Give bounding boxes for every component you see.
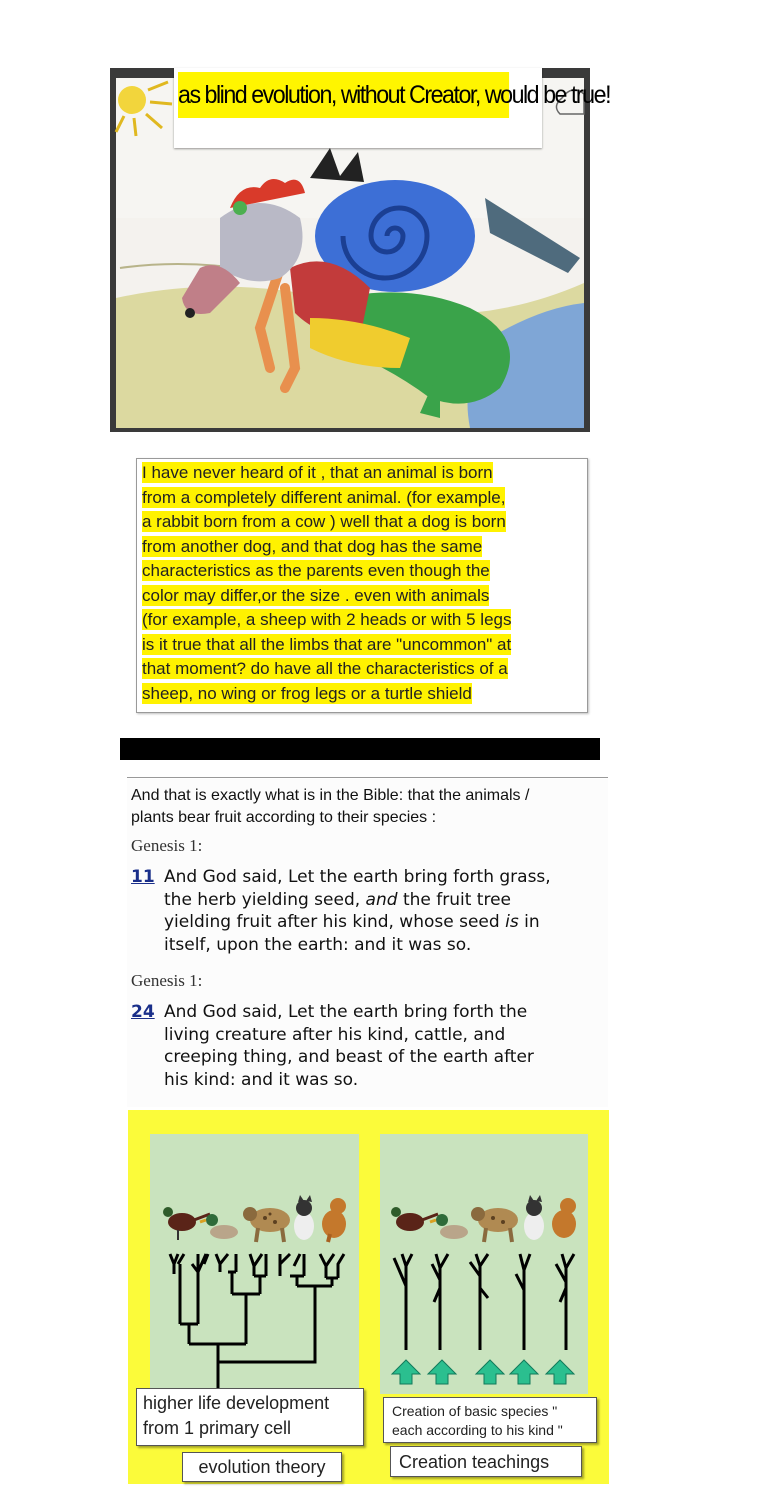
verse-italic: and — [365, 889, 398, 910]
quote-line: a rabbit born from a cow ) well that a dog is born — [142, 512, 506, 531]
evolution-vs-creation-diagram — [128, 1110, 609, 1484]
quote-text — [142, 461, 582, 706]
verse-text: And God said, Let the earth bring forth grass, — [164, 867, 551, 887]
creation-arrows — [392, 1360, 574, 1384]
verse-11 — [131, 866, 601, 956]
verse-text: his kind: and it was so. — [164, 1069, 359, 1090]
quote-line: (for example, a sheep with 2 heads or with 5 legs — [142, 610, 512, 629]
caption-line: each according to his kind " — [392, 1422, 563, 1438]
hyena-icon — [471, 1207, 518, 1242]
quote-line: characteristics as the parents even though the — [142, 561, 490, 580]
verse-text: living creature after his kind, cattle, and — [164, 1024, 506, 1045]
creation-panel — [380, 1134, 588, 1394]
animal-row — [391, 1195, 576, 1242]
cat-icon — [294, 1195, 314, 1240]
intro-line: And that is exactly what is in the Bible: that the animals / — [131, 787, 530, 804]
cat-icon — [524, 1195, 544, 1240]
animal-row — [163, 1195, 346, 1242]
divider-rule — [127, 777, 608, 778]
creation-teachings-label: Creation teachings — [390, 1446, 582, 1477]
up-arrow-icon — [510, 1360, 538, 1384]
black-divider-bar — [120, 738, 600, 760]
banner-text: as blind evolution, without Creator, would be true! — [178, 72, 509, 118]
verse-text: And God said, Let the earth bring forth the — [164, 1002, 528, 1022]
quote-line: from another dog, and that dog has the same — [142, 536, 483, 556]
creation-trees — [394, 1254, 574, 1350]
verse-number-link[interactable]: 24 — [131, 1002, 155, 1022]
passage-heading: Genesis 1: — [131, 971, 203, 990]
hyena-icon — [243, 1207, 290, 1242]
intro-line: plants bear fruit according to their species : — [131, 809, 437, 826]
passage-heading: Genesis 1: — [131, 836, 203, 855]
dog-icon — [322, 1198, 346, 1242]
caption-line: Creation of basic species " — [392, 1403, 558, 1419]
quote-line: sheep, no wing or frog legs or a turtle shield — [142, 683, 472, 703]
dog-icon — [552, 1198, 576, 1238]
up-arrow-icon — [476, 1360, 504, 1384]
verse-text: the fruit tree — [402, 889, 511, 910]
verse-number-link[interactable]: 11 — [131, 867, 155, 887]
verse-24 — [131, 1001, 601, 1091]
up-arrow-icon — [392, 1360, 420, 1384]
banner — [174, 68, 611, 148]
duck-icon — [430, 1214, 468, 1239]
verse-text: in — [524, 912, 540, 932]
creation-caption — [383, 1397, 597, 1443]
evolution-theory-label: evolution theory — [182, 1452, 342, 1482]
caption-line: higher life development — [143, 1393, 330, 1413]
quote-line: from a completely different animal. (for example, — [142, 487, 506, 507]
evolution-tree — [170, 1254, 344, 1394]
up-arrow-icon — [546, 1360, 574, 1384]
verse-italic: is — [505, 912, 519, 932]
verse-text: yielding fruit after his kind, whose seed — [164, 912, 500, 932]
caption-line: from 1 primary cell — [143, 1418, 292, 1438]
verse-text: the herb yielding seed, — [164, 889, 361, 910]
evolution-caption — [136, 1388, 364, 1446]
verse-text: creeping thing, and beast of the earth after — [164, 1047, 534, 1067]
verse-text: itself, upon the earth: and it was so. — [164, 934, 472, 955]
quote-box — [136, 458, 588, 713]
quote-line: color may differ,or the size . even with animals — [142, 585, 490, 605]
evolution-panel — [150, 1134, 359, 1394]
pheasant-icon — [391, 1207, 438, 1231]
quote-line: that moment? do have all the characteristics of a — [142, 659, 508, 678]
bible-panel — [127, 779, 608, 1107]
quote-line: is it true that all the limbs that are "uncommon" at — [142, 634, 512, 654]
duck-icon — [200, 1214, 238, 1239]
quote-line: I have never heard of it , that an animal is born — [142, 463, 493, 482]
bible-intro — [131, 785, 601, 829]
up-arrow-icon — [428, 1360, 456, 1384]
pheasant-icon — [163, 1207, 210, 1240]
